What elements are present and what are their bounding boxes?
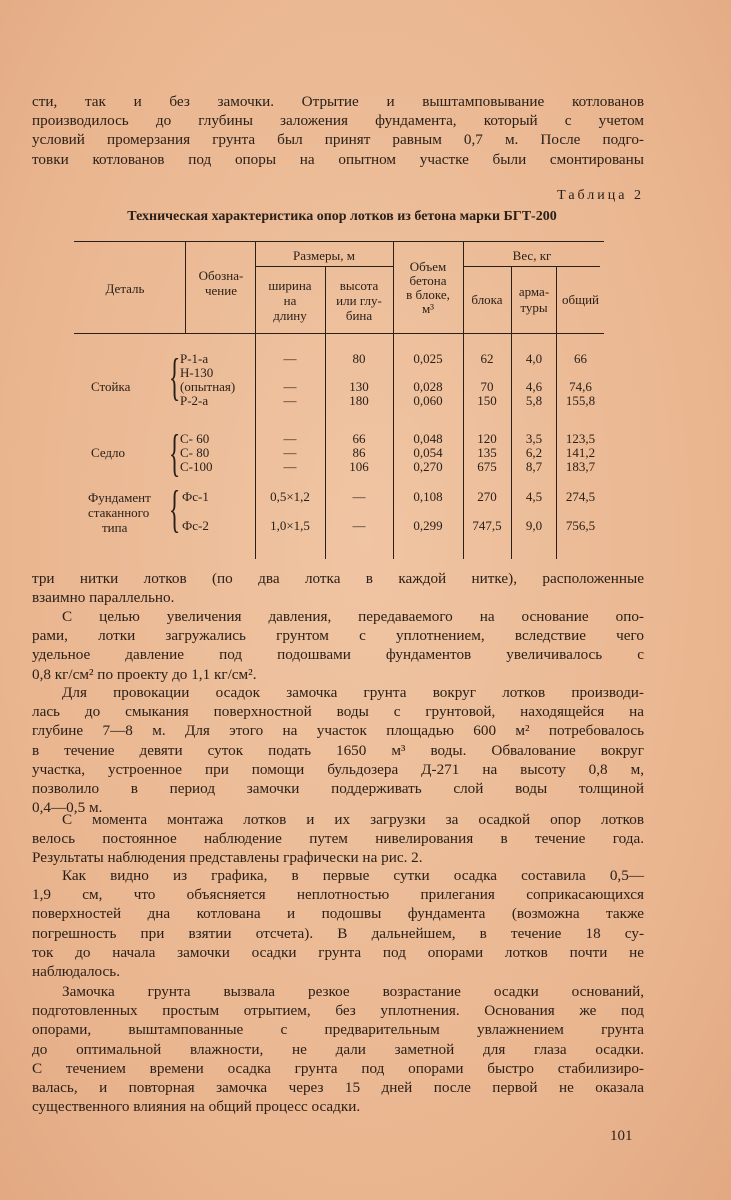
text-line: товки котлованов под опоры на опытном участке были смонтированы xyxy=(32,150,644,168)
header-detail: Деталь xyxy=(105,281,145,296)
text-line: валась, и повторная замочка через 15 дней после первой не оказала xyxy=(32,1079,644,1097)
text-line: ток до начала замочки осадки грунта под опорами лотков почти не xyxy=(32,943,644,961)
text-line: погрешность при взятии отсчета). В дальнейшем, в течение 18 су- xyxy=(32,924,644,942)
text-line: удельное давление под подошвами фундаментов увеличивалось с xyxy=(32,646,644,664)
rebar-cell: 3,5 xyxy=(525,431,543,446)
col-rule xyxy=(393,241,394,559)
text-line: Для провокации осадок замочка грунта вокруг лотков производи- xyxy=(62,684,644,701)
header-bottom-rule xyxy=(74,333,604,334)
designation-cell: Р-2-а xyxy=(180,393,209,408)
text-line: поверхностей дна котлована и подошвы фундамента (возможна также xyxy=(32,905,644,923)
text-line: взаимно параллельно. xyxy=(32,589,175,607)
height-cell: 80 xyxy=(352,351,366,366)
total-cell: 274,5 xyxy=(565,489,596,504)
volume-cell: 0,028 xyxy=(413,379,443,394)
total-cell: 74,6 xyxy=(569,379,592,394)
height-cell: 180 xyxy=(349,393,369,408)
block-cell: 270 xyxy=(477,489,497,504)
col-rule xyxy=(325,266,326,559)
rebar-cell: 5,8 xyxy=(525,393,543,408)
table-top-rule xyxy=(74,241,604,242)
header-block: блока xyxy=(471,292,503,307)
rebar-cell: 4,5 xyxy=(525,489,543,504)
width-cell: — xyxy=(283,393,297,408)
volume-cell: 0,270 xyxy=(413,459,443,474)
designation-cell: Р-1-а xyxy=(180,351,209,366)
weight-rule xyxy=(463,266,600,267)
text-line: участка, устроенное при помощи бульдозера Д-271 на высоту 0,8 м, xyxy=(32,760,644,778)
col-rule xyxy=(463,241,464,559)
col-rule xyxy=(556,266,557,559)
height-cell: 66 xyxy=(352,431,366,446)
top-paragraph xyxy=(32,92,644,169)
group-brace: { xyxy=(169,349,181,406)
total-cell: 155,8 xyxy=(565,393,596,408)
width-cell: — xyxy=(283,445,297,460)
group-brace: { xyxy=(169,425,181,482)
height-cell: — xyxy=(352,518,366,533)
header-height: высота или глу- бина xyxy=(336,278,382,323)
volume-cell: 0,108 xyxy=(413,489,443,504)
text-line: 0,8 кг/см² по проекту до 1,1 кг/см². xyxy=(32,665,257,683)
text-line: наблюдалось. xyxy=(32,963,120,981)
height-cell: 86 xyxy=(352,445,366,460)
text-line: рами, лотки загружались грунтом с уплотнением, вследствие чего xyxy=(32,627,644,645)
height-cell: — xyxy=(352,489,366,504)
dimensions-rule xyxy=(255,266,393,267)
text-line: позволило в период замочки поддерживать слой воды толщиной xyxy=(32,780,644,798)
volume-cell: 0,299 xyxy=(413,518,443,533)
text-line: три нитки лотков (по два лотка в каждой нитке), расположенные xyxy=(32,570,644,587)
text-line: существенного влияния на общий процесс осадки. xyxy=(32,1098,361,1116)
text-line: Как видно из графика, в первые сутки осадка составила 0,5— xyxy=(62,867,644,884)
width-cell: 1,0×1,5 xyxy=(270,518,310,533)
table-label: Таблица 2 xyxy=(557,188,644,203)
text-line: глубине 7—8 м. Для этого на участок площадью 600 м² потребовалось xyxy=(32,722,644,740)
text-line: 0,4—0,5 м. xyxy=(32,799,103,817)
text-line: подготовленных простым отрытием, без уплотнения. Основания же под xyxy=(32,1002,644,1020)
text-line: в течение девяти суток подать 1650 м³ воды. Обвалование вокруг xyxy=(32,741,644,759)
col-rule xyxy=(255,241,256,559)
total-cell: 141,2 xyxy=(565,445,596,460)
group-name: Стойка xyxy=(91,379,131,394)
group-brace: { xyxy=(169,481,181,538)
width-cell: — xyxy=(283,459,297,474)
block-cell: 62 xyxy=(480,351,494,366)
text-line: С момента монтажа лотков и их загрузки за осадкой опор лотков xyxy=(62,811,644,828)
text-line: С целью увеличения давления, передаваемого на основание опо- xyxy=(62,608,644,625)
designation-cell: С- 80 xyxy=(180,445,210,460)
block-cell: 70 xyxy=(480,379,494,394)
text-line: Замочка грунта вызвала резкое возрастание осадки оснований, xyxy=(62,983,644,1000)
header-width: ширина на длину xyxy=(268,278,312,323)
header-weight: Вес, кг xyxy=(512,248,552,263)
total-cell: 66 xyxy=(574,351,587,366)
header-rebar: арма- туры xyxy=(518,284,550,315)
total-cell: 123,5 xyxy=(565,431,596,446)
designation-cell: Фс-2 xyxy=(182,518,209,533)
text-line: лась до смыкания поверхностной воды с грунтовой, находящейся на xyxy=(32,703,644,721)
volume-cell: 0,048 xyxy=(413,431,443,446)
width-cell: — xyxy=(283,351,297,366)
volume-cell: 0,054 xyxy=(413,445,443,460)
group-name: Седло xyxy=(91,445,126,460)
col-rule xyxy=(185,241,186,333)
text-line: сти, так и без замочки. Отрытие и выштамповывание котлованов xyxy=(32,93,644,110)
block-cell: 747,5 xyxy=(472,518,502,533)
paragraph xyxy=(32,982,644,1116)
designation-cell: С- 60 xyxy=(180,431,210,446)
table-title: Техническая характеристика опор лотков из бетона марки БГТ-200 xyxy=(127,209,557,224)
paragraph xyxy=(32,569,644,607)
height-cell: 130 xyxy=(349,379,369,394)
header-dimensions: Размеры, м xyxy=(293,248,355,263)
total-cell: 183,7 xyxy=(565,459,596,474)
paragraph xyxy=(32,866,644,981)
text-line: опорами, выштампованные с предварительным увлажнением грунта xyxy=(32,1021,644,1039)
width-cell: 0,5×1,2 xyxy=(270,489,310,504)
rebar-cell: 6,2 xyxy=(525,445,543,460)
header-volume: Объем бетона в блоке, м³ xyxy=(406,259,450,316)
col-rule xyxy=(511,266,512,559)
header-total: общий xyxy=(561,292,600,307)
rebar-cell: 4,0 xyxy=(525,351,543,366)
rebar-cell: 8,7 xyxy=(525,459,543,474)
total-cell: 756,5 xyxy=(565,518,596,533)
paragraph xyxy=(32,683,644,817)
block-cell: 150 xyxy=(477,393,497,408)
volume-cell: 0,060 xyxy=(413,393,443,408)
block-cell: 120 xyxy=(477,431,497,446)
text-line: до оптимальной влажности, не дали заметной для глаза осадки. xyxy=(32,1040,644,1058)
text-line: С течением времени осадка грунта под опорами быстро стабилизиро- xyxy=(32,1059,644,1077)
text-line: 1,9 см, что объясняется неплотностью прилегания соприкасающихся xyxy=(32,886,644,904)
paragraph xyxy=(32,607,644,684)
block-cell: 675 xyxy=(477,459,497,474)
header-designation: Обозна- чение xyxy=(198,268,244,298)
paragraph xyxy=(32,810,644,868)
width-cell: — xyxy=(283,379,297,394)
text-line: Результаты наблюдения представлены графически на рис. 2. xyxy=(32,849,423,867)
rebar-cell: 9,0 xyxy=(525,518,543,533)
group-name: Фундамент стаканного типа xyxy=(88,490,151,535)
rebar-cell: 4,6 xyxy=(525,379,543,394)
text-line: велось постоянное наблюдение путем нивелирования в течение года. xyxy=(32,830,644,848)
block-cell: 135 xyxy=(477,445,497,460)
width-cell: — xyxy=(283,431,297,446)
text-line: условий промерзания грунта был принят равным 0,7 м. После подго- xyxy=(32,131,644,149)
height-cell: 106 xyxy=(349,459,369,474)
text-line: производилось до глубины заложения фундамента, который с учетом xyxy=(32,112,644,130)
designation-cell: (опытная) xyxy=(180,379,236,394)
volume-cell: 0,025 xyxy=(413,351,443,366)
designation-cell: С-100 xyxy=(180,459,213,474)
designation-cell: Фс-1 xyxy=(182,489,209,504)
page-number: 101 xyxy=(610,1128,633,1144)
designation-cell: Н-130 xyxy=(180,365,214,380)
